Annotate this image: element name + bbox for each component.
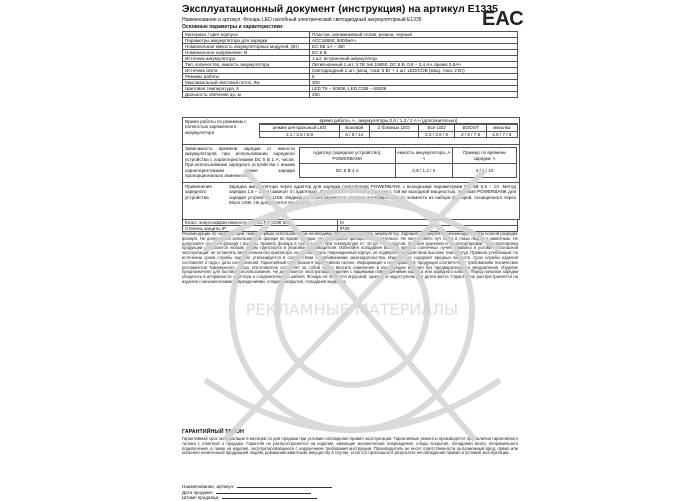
- spec-key: Источник аккумулятора: [183, 56, 310, 62]
- modes-left-label: Время работы по режимам с полностью заряженного аккумулятора: [185, 119, 247, 135]
- spec-value: АСС18650, 5000мАч: [310, 38, 518, 44]
- charger-usage-label: Применение зарядного устройства: [185, 184, 212, 200]
- spec-value: Пластик, алюминиевый сплав, резина, черный: [310, 32, 518, 38]
- modes-table: [259, 124, 518, 138]
- spec-key: Материал / цвет корпуса: [183, 32, 310, 38]
- spec-value: Светодиодный 1 шт. (мощ. тока: 5 Вт + 1 шт. LED/COB (мощ. тока: 2 Вт): [310, 68, 518, 74]
- spec-key: Источник света: [183, 68, 310, 74]
- spec-value: Литий-ионный 1 шт. 3,7В тип 18650, DC 5 В, 0,8 – 3,4 Ач, время 0,8Ач: [310, 62, 518, 68]
- watermark-text: РЕКЛАМНЫЕ МАТЕРИАЛЫ: [245, 300, 459, 319]
- document-subtitle: Наименование и артикул: Фонарь LED налобный электрический светодиодный аккумуляторный Е1335: [182, 17, 422, 23]
- cert-key: Класс энергоэффективности по ГОСТ Р МЭК 530: [183, 220, 338, 226]
- instruction-document: [180, 0, 525, 500]
- spec-key: Максимальный световой поток, Лм: [183, 80, 310, 86]
- spec-key: Параметры аккумулятора для зарядки: [183, 38, 310, 44]
- eac-logo-icon: [481, 4, 524, 30]
- mode-name-cell: режим центральный LED: [260, 125, 340, 131]
- charge-value-cell: 0,8 / 1,2 / 2: [395, 164, 452, 178]
- charger-usage-block: [182, 182, 520, 220]
- spec-key: Дальность свечения до, м: [183, 92, 310, 98]
- mode-name-cell: BOOST: [455, 125, 486, 131]
- eac-logo-text: ЕАС: [482, 8, 524, 30]
- cert-value: III: [338, 220, 518, 226]
- spec-row: [183, 92, 518, 98]
- mode-time-cell: 2,5 / 7 / 6: [486, 131, 517, 137]
- spec-key: Номинальная емкость аккумуляторных модулей, (Вт): [183, 44, 310, 50]
- mode-name-cell: 2 боковых LED: [369, 125, 418, 131]
- charge-header-cell: Пример по времени зарядки, ч: [452, 148, 516, 164]
- warranty-heading: ГАРАНТИЙНЫЙ ТАЛОН: [182, 429, 244, 435]
- ip-key: Степень защиты IP: [183, 226, 338, 232]
- charger-usage-text: Зарядка аккумулятора через адаптер для зарядки смартфонов POWERBANK с выходными параметрами DC 5В 0,5 – 1А. Метод зарядки 1,5 – 3,5 ч (зависит от адаптера). Использовать разъем и зарядку с той же выходной мощностью, заряжая POWERBANK для зарядки устройства USB. Индикация через индикатор зарядки интегрированного элемента из набора фонарей, оснащенного через Micro USB. Не допускается перезаряд.: [229, 184, 516, 206]
- warranty-text: Гарантийный срок эксплуатации 6 месяцев со дня продажи при условии соблюдения правил эксплуатации. Гарантийные ремонты производятся при наличии гарантийного талона с отметкой о продаже. Гарантия не распространяется на изделия, имеющие механические повреждения, следы вскрытия, попадания влаги, неправильного подключения, а также на изделия, эксплуатировавшиеся с нарушением требований инструкции. Производитель не несет ответственности за возможный вред, прямо или косвенно нанесенный продукцией людям, домашним животным, имуществу в случае, если это произошло в результате несоблюдения правил и условий эксплуатации.: [182, 436, 518, 456]
- document-title: Эксплуатационный документ (инструкция) на артикул Е1335: [182, 3, 499, 15]
- modes-block: [182, 117, 520, 145]
- spec-value: LED Т6 – 6000К, LED COB – 6000К: [310, 86, 518, 92]
- spec-value: 5: [310, 74, 518, 80]
- mode-name-cell: Все LED: [418, 125, 455, 131]
- field-item-name: Наименование, артикул:: [182, 484, 332, 490]
- charge-header-cell: Адаптер (зарядное устройство), POWERBANK: [300, 148, 396, 164]
- spec-key: Тип, количество, емкость аккумулятора: [183, 62, 310, 68]
- charge-block: [182, 144, 520, 183]
- spec-value: DC 5В 1А – 4Вт: [310, 44, 518, 50]
- spec-value: DC 5 В: [310, 50, 518, 56]
- spec-value: 300: [310, 80, 518, 86]
- charge-header-cell: емкость аккумулятора, А ч: [395, 148, 452, 164]
- mode-name-cell: мигалка: [486, 125, 517, 131]
- mode-time-cell: 6 / 9 / 14: [340, 131, 369, 137]
- section-heading: Основные параметры и характеристики:: [182, 24, 284, 30]
- mode-time-cell: 3 / 5 / 7,5: [455, 131, 486, 137]
- spec-value: 250: [310, 92, 518, 98]
- warranty-fields: [182, 484, 332, 501]
- spec-key: Номинальное напряжение, В: [183, 50, 310, 56]
- charge-table: [299, 147, 517, 178]
- mode-name-cell: Боковой: [340, 125, 369, 131]
- ip-value: IP20: [338, 226, 518, 232]
- spec-table: [182, 31, 518, 98]
- charge-value-cell: DC 5 В 1 А: [300, 164, 396, 178]
- field-sale-date: Дата продажи:: [182, 490, 332, 496]
- field-stamp: Штамп продавца:: [182, 495, 332, 501]
- modes-header: время работы, ч., аккумуляторы 0,8 / 1,2 / 2 А ч (дополнительно): [259, 118, 518, 124]
- spec-key: Цветовая температура, К: [183, 86, 310, 92]
- mode-time-cell: [369, 131, 418, 137]
- spec-value: 1 шт. встроенный аккумулятор: [310, 56, 518, 62]
- mode-time-cell: 2,3 / 3,9 / 5: [418, 131, 455, 137]
- spec-key: Режимы работы: [183, 74, 310, 80]
- charge-value-cell: 4 / 6 / 10: [452, 164, 516, 178]
- usage-text: Рекомендации по эксплуатации: перед первым использованием необходимо полностью зарядить аккумулятор. Заряжать аккумулятор рекомендуется при полной разрядке фонаря. Не допускается использование фонаря во время зарядки. Не разбирайте фонарь самостоятельно. Не направляйте луч света в глаза людям и животным. Не допускайте падения фонаря с высоты. Хранить фонарь в сухом месте, при температуре от -10 до +40 градусов. Условия хранения и транспортировки: транспортировка продукции допускается любым видом транспорта в упаковке производителя. Избегайте попадания влаги и прямых солнечных лучей. Правила и условия безопасной эксплуатации: не оставлять включенным без присмотра, не использовать поврежденный корпус, не подвергать воздействию высоких температур. Правила утилизации: по истечении срока службы изделие утилизируется в соответствии с требованиями законодательства. Изделие не содержит вредных веществ. Срок службы изделия составляет 2 года с даты изготовления. Гарантийный срок указан в гарантийном талоне. Информация о сертификации: продукция соответствует требованиям технических регламентов Таможенного союза. Изготовитель оставляет за собой право вносить изменения в конструкцию изделия без предварительного уведомления. Изделие предназначено для бытового использования. Не допускается эксплуатация изделия с видимыми повреждениями корпуса или зарядного кабеля. Перед началом зарядки убедитесь в исправности адаптера и соединительного кабеля. Фонарь не является игрушкой, храните в недоступном для детей месте. Гарантия не распространяется на изделия с механическими повреждениями, следами вскрытия, попадания жидкости.: [182, 231, 518, 284]
- charge-left-label: Зависимость времени зарядки от емкости аккумуляторов при использовании зарядного устройства с характеристиками DC 5 В 1 А, часов. При использовании зарядного устройства с иными характеристиками время зарядки пропорционально изменится.: [185, 146, 295, 179]
- mode-time-cell: 2,1 / 3,5 / 5,8: [260, 131, 340, 137]
